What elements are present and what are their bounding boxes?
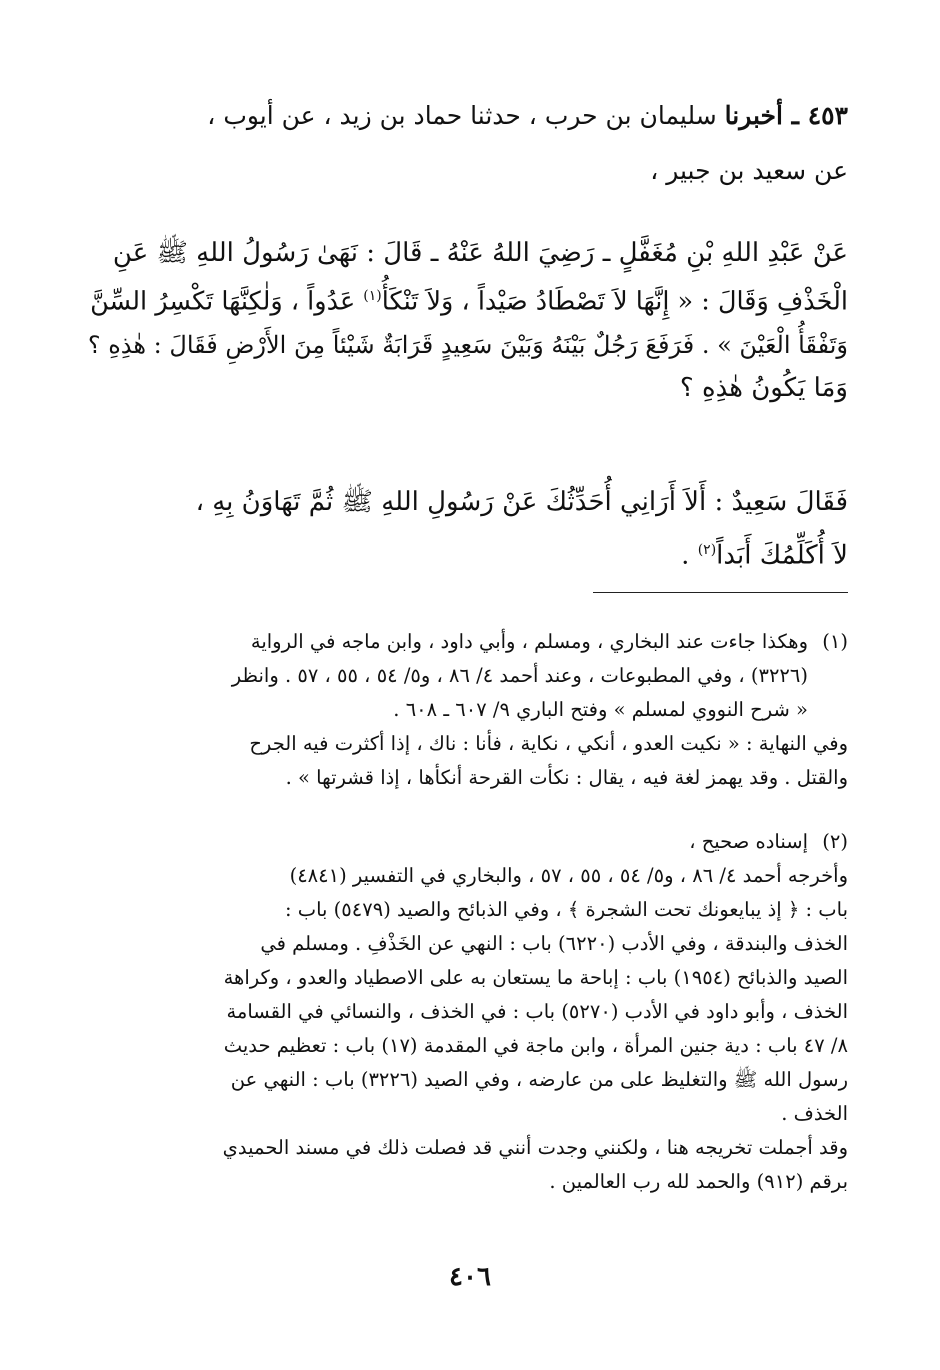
matn-line-1: عَنْ عَبْدِ اللهِ بْنِ مُغَفَّلٍ ـ رَضِيَ اللهُ عَنْهُ ـ قَالَ : نَهَىٰ رَسُولُ اللهِ ﷺ عَنِ bbox=[112, 238, 848, 268]
hadith-response bbox=[78, 478, 848, 580]
matn-line-4: وَمَا يَكُونُ هٰذِهِ ؟ bbox=[679, 372, 848, 403]
hadith-dash: ـ bbox=[782, 101, 808, 130]
footnote-2-line: وقد أجملت تخريجه هنا ، ولكنني وجدت أنني قد فصلت ذلك في مسند الحميدي bbox=[222, 1136, 848, 1159]
response-line-2 bbox=[78, 526, 848, 580]
footnote-1-line: وهكذا جاءت عند البخاري ، ومسلم ، وأبي داود ، وابن ماجه في الرواية bbox=[250, 630, 808, 653]
page-number: ٤٠٦ bbox=[449, 1262, 491, 1292]
footnote-2-line: باب : ﴿ إذ يبايعونك تحت الشجرة ﴾ ، وفي الذبائح والصيد (٥٤٧٩) باب : bbox=[284, 898, 848, 921]
isnad-text-1: سليمان بن حرب ، حدثنا حماد بن زيد ، عن أيوب ، bbox=[207, 101, 725, 130]
footnote-1-number: (١) bbox=[822, 630, 848, 653]
footnote-1-line: « شرح النووي لمسلم » وفتح الباري ٩/ ٦٠٧ ـ ٦٠٨ . bbox=[393, 698, 808, 721]
response-line-2-text: لاَ أُكَلِّمُكَ أَبَداً bbox=[716, 540, 848, 571]
isnad-intro: أخبرنا bbox=[724, 101, 783, 130]
footnote-2-line: الصيد والذبائح (١٩٥٤) باب : إباحة ما يستعان به على الاصطياد والعدو ، وكراهة bbox=[223, 966, 848, 989]
footnote-2-line: ٨/ ٤٧ باب : دية جنين المرأة ، وابن ماجة في المقدمة (١٧) باب : تعظيم حديث bbox=[223, 1034, 848, 1057]
footnote-2-number: (٢) bbox=[822, 830, 848, 853]
footnote-2 bbox=[78, 825, 848, 1199]
footnote-ref-1: (١) bbox=[363, 288, 382, 304]
matn-line-2 bbox=[78, 275, 848, 324]
isnad-line-1 bbox=[78, 88, 848, 143]
footnote-2-line: الخذف والبندقة ، وفي الأدب (٦٢٢٠) باب : النهي عن الخَذْفِ . ومسلم في bbox=[260, 932, 848, 955]
matn-line-2b: عَدُواً ، وَلٰكِنَّهَا تَكْسِرُ السِّنَّ bbox=[90, 286, 356, 317]
isnad-line-2: عن سعيد بن جبير ، bbox=[650, 156, 848, 185]
footnote-2-line: إسناده صحيح ، bbox=[689, 830, 808, 853]
footnote-separator bbox=[593, 592, 848, 593]
footnote-ref-2: (٢) bbox=[697, 542, 717, 558]
footnote-1-line: (٣٢٢٦) ، وفي المطبوعات ، وعند أحمد ٤/ ٨٦ ، و٥/ ٥٤ ، ٥٥ ، ٥٧ . وانظر bbox=[231, 664, 808, 687]
footnote-1 bbox=[78, 625, 848, 795]
footnote-2-line: وأخرجه أحمد ٤/ ٨٦ ، و٥/ ٥٤ ، ٥٥ ، ٥٧ ، والبخاري في التفسير (٤٨٤١) bbox=[289, 864, 848, 887]
footnote-2-line: الخذف ، وأبو داود في الأدب (٥٢٧٠) باب : في الخذف ، والنسائي في القسامة bbox=[226, 1000, 848, 1023]
footnote-2-line: برقم (٩١٢) والحمد لله رب العالمين . bbox=[549, 1170, 848, 1193]
response-end: . bbox=[681, 540, 698, 571]
hadith-matn bbox=[78, 232, 848, 410]
hadith-number: ٤٥٣ bbox=[807, 101, 848, 130]
hadith-isnad bbox=[78, 88, 848, 198]
footnote-2-line: الخذف . bbox=[781, 1102, 848, 1125]
footnote-2-line: رسول الله ﷺ والتغليظ على من عارضه ، وفي الصيد (٣٢٢٦) باب : النهي عن bbox=[230, 1068, 848, 1091]
response-line-1: فَقَالَ سَعِيدٌ : أَلاَ أَرَانِي أُحَدِّثُكَ عَنْ رَسُولِ اللهِ ﷺ ثُمَّ تَهَاوَنُ بِهِ ، bbox=[195, 487, 848, 517]
matn-line-3: وَتَفْقَأُ الْعَيْنَ » . فَرَفَعَ رَجُلٌ بَيْنَهُ وَبَيْنَ سَعِيدٍ قَرَابَةٌ شَيْئاً مِنَ الأَرْضِ فَقَالَ : هٰذِهِ ؟ bbox=[87, 330, 848, 359]
footnote-1-line: وفي النهاية : « نكيت العدو ، أنكي ، نكاية ، فأنا : ناك ، إذا أكثرت فيه الجرح bbox=[249, 732, 848, 755]
footnote-1-line: والقتل . وقد يهمز لغة فيه ، يقال : نكأت القرحة أنكأها ، إذا قشرتها » . bbox=[285, 766, 848, 789]
matn-line-2a: الْخَذْفِ وَقَالَ : « إِنَّهَا لاَ تَصْطَادُ صَيْداً ، وَلاَ تَنْكَأُ bbox=[381, 286, 848, 317]
